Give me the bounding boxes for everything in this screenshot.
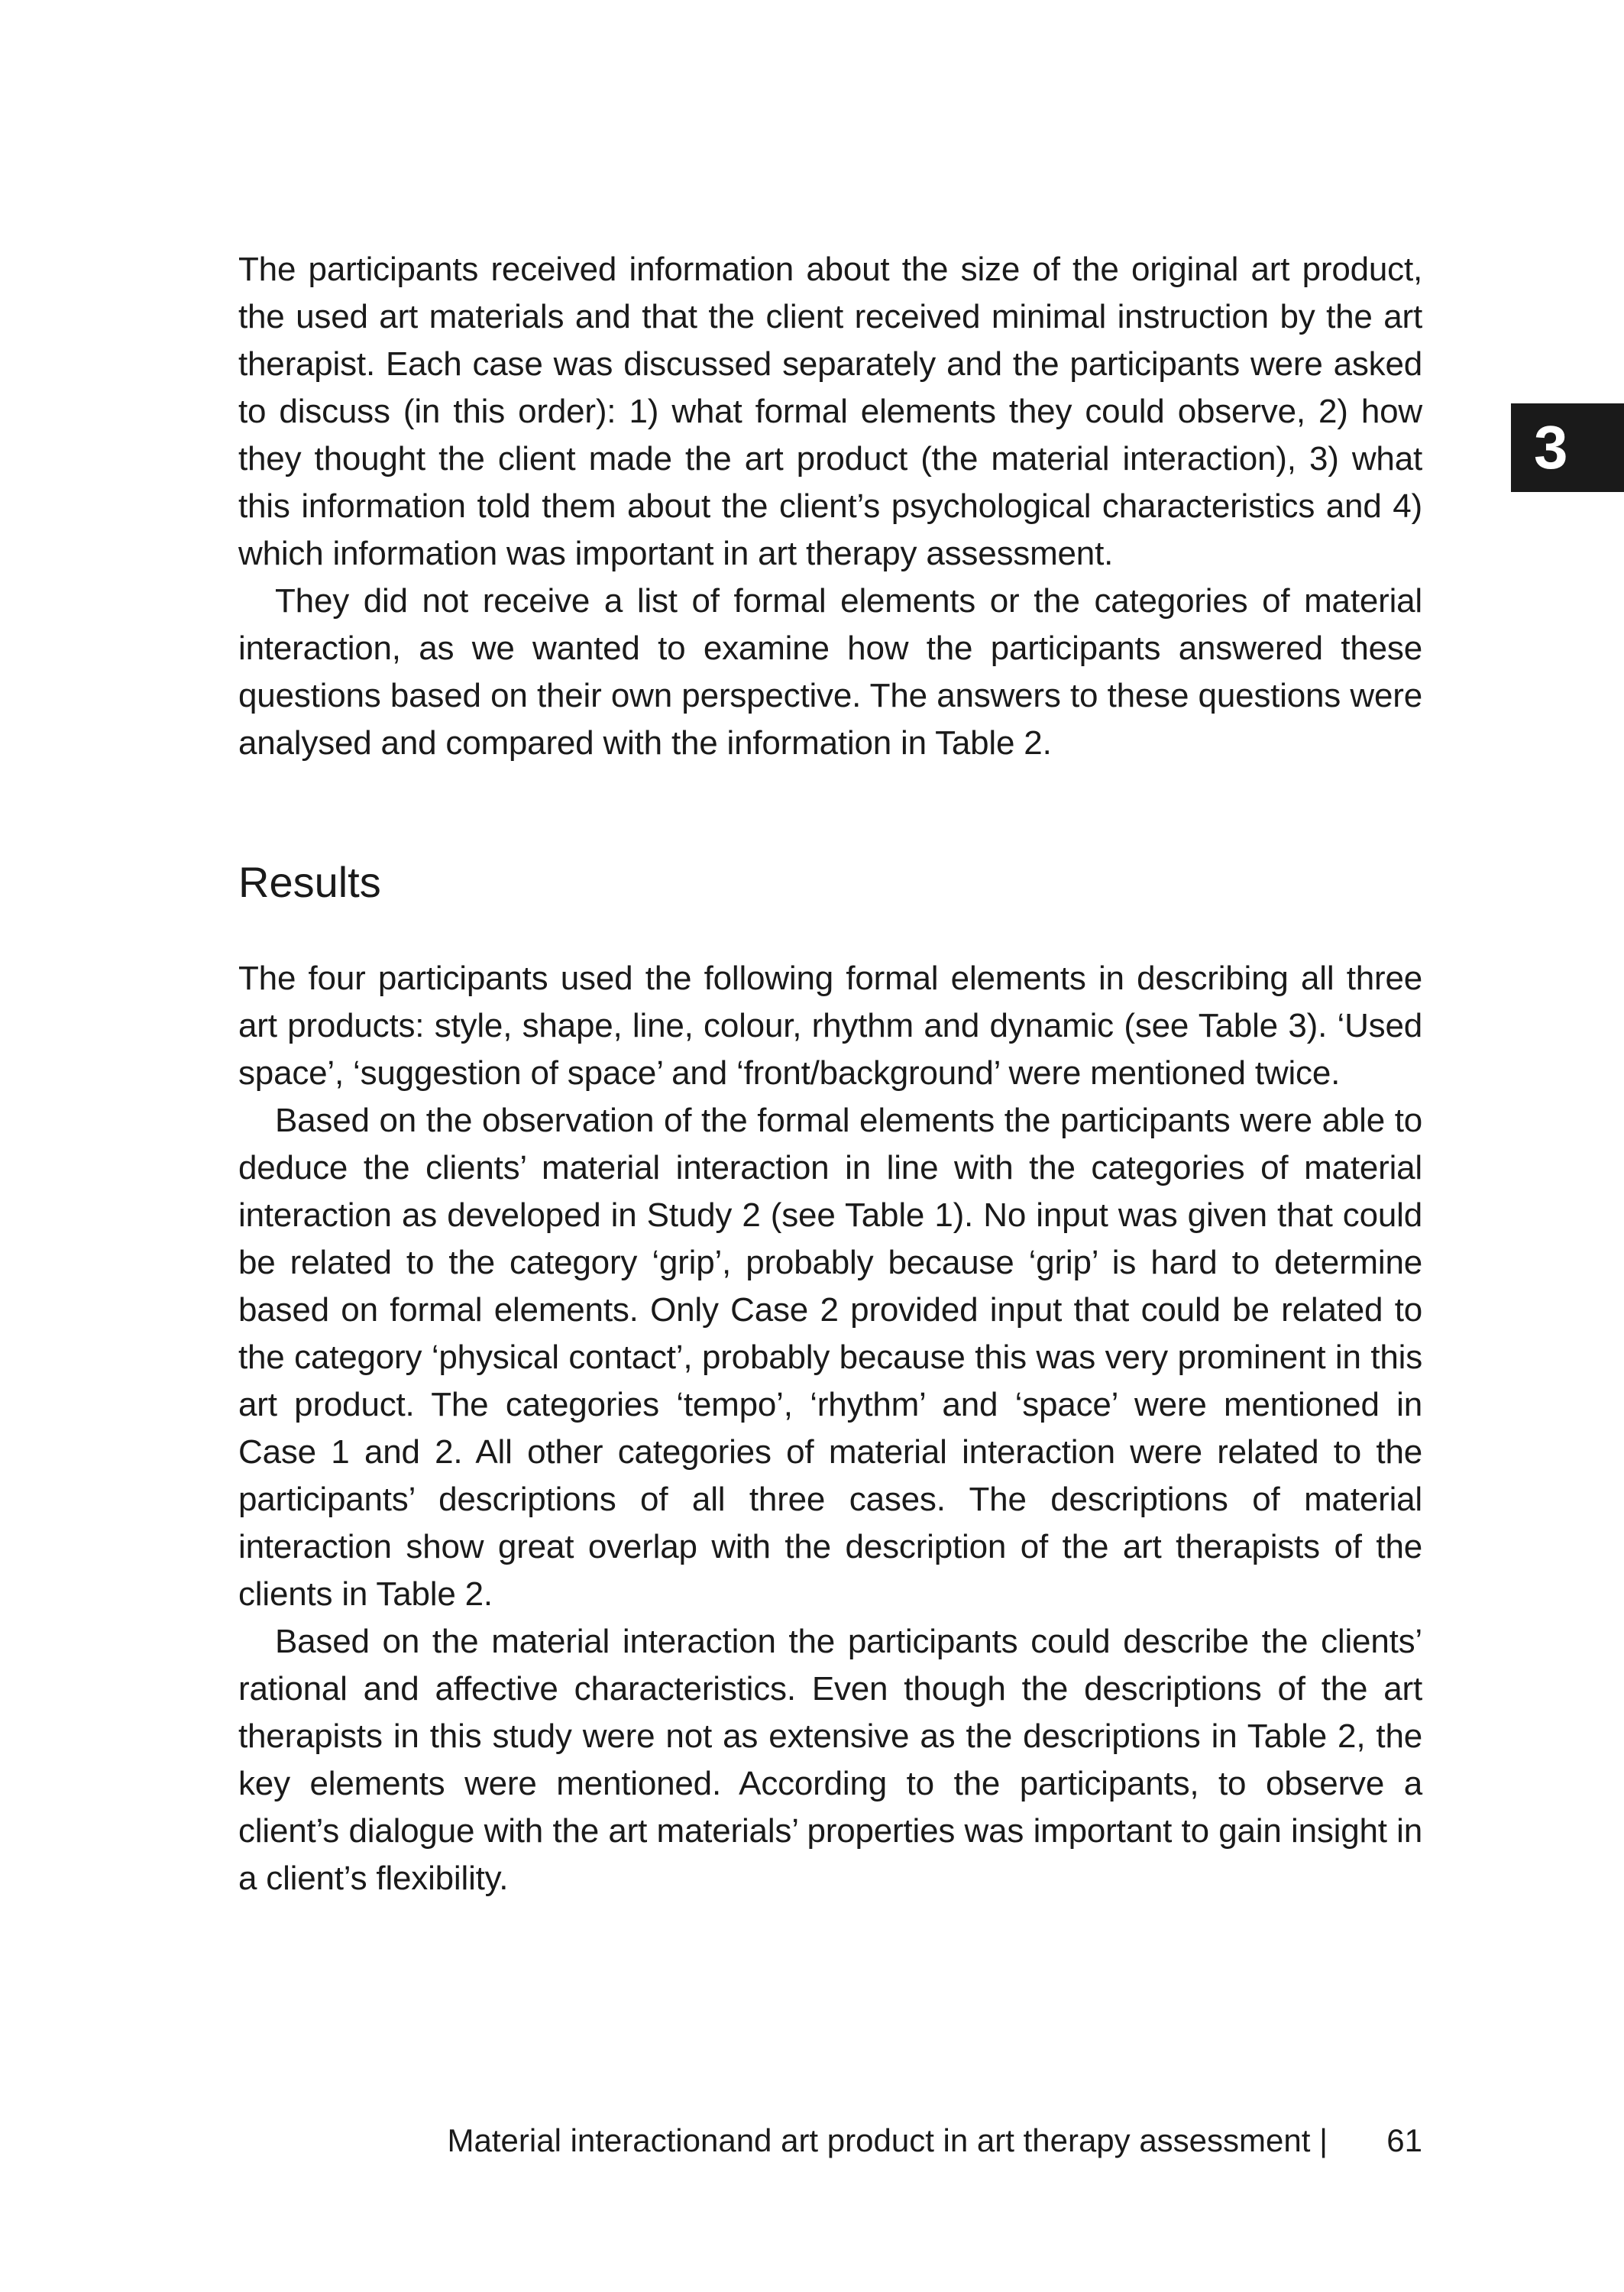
paragraph: Based on the material interaction the participants could describe the clients’ rational and affective characteristics. Even though the descriptions of the art therapists in this study were not as extensive as the descriptions in Table 2, the key elements were mentioned. According to the participants, to observe a client’s dialogue with the art materials’ properties was important to gain insight in a client’s flexibility. xyxy=(238,1623,1422,1897)
paragraph: The participants received information about the size of the original art product, the used art materials and that the client received minimal instruction by the art therapist. Each case was discussed separately and the participants were asked to discuss (in this order): 1) what formal elements they could observe, 2) how they thought the client made the art product (the material interaction), 3) what this information told them about the client’s psychological characteristics and 4) which information was important in art therapy assessment. xyxy=(238,251,1422,572)
methods-text xyxy=(238,246,1422,767)
running-footer-title: Material interactionand art product in art therapy assessment | xyxy=(447,2122,1328,2158)
page-number: 61 xyxy=(1386,2122,1422,2158)
paragraph: They did not receive a list of formal elements or the categories of material interaction, as we wanted to examine how the participants answered these questions based on their own perspective. The answers to these questions were analysed and compared with the information in Table 2. xyxy=(238,582,1422,762)
results-text xyxy=(238,955,1422,1902)
paragraph: Based on the observation of the formal elements the participants were able to deduce the clients’ material interaction in line with the categories of material interaction as developed in Study 2 (see Table 1). No input was given that could be related to the category ‘grip’, probably because ‘grip’ is hard to determine based on formal elements. Only Case 2 provided input that could be related to the category ‘physical contact’, probably because this was very prominent in this art product. The categories ‘tempo’, ‘rhythm’ and ‘space’ were mentioned in Case 1 and 2. All other categories of material interaction were related to the participants’ descriptions of all three cases. The descriptions of material interaction show great overlap with the description of the art therapists of the clients in Table 2. xyxy=(238,1102,1422,1613)
chapter-number-tab: 3 xyxy=(1511,403,1624,492)
section-heading-results: Results xyxy=(238,858,381,906)
paragraph: The four participants used the following formal elements in describing all three art products: style, shape, line, colour, rhythm and dynamic (see Table 3). ‘Used space’, ‘suggestion of space’ and ‘front/background’ were mentioned twice. xyxy=(238,960,1422,1092)
